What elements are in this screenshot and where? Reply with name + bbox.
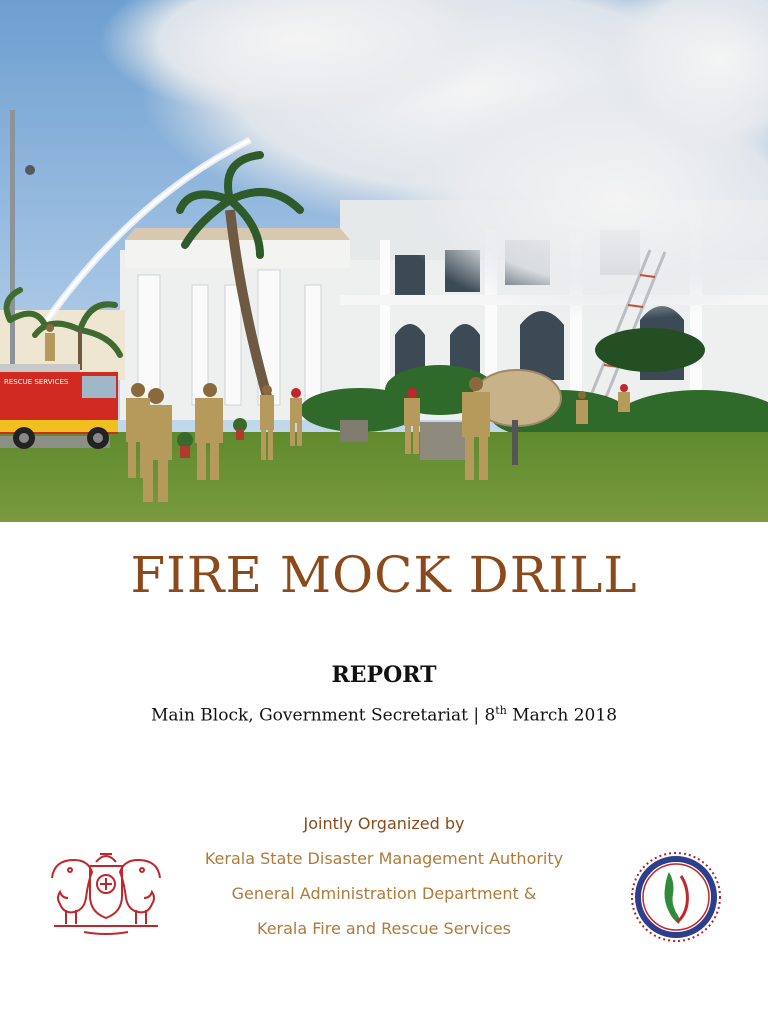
emblem-icon [44,848,168,936]
location-text: Main Block, Government Secretariat | 8 [150,705,496,726]
organizers-heading: Jointly Organized by [303,814,465,833]
svg-text:RESCUE SERVICES: RESCUE SERVICES [4,378,69,386]
location-date-line [0,704,768,726]
ksdma-logo-icon [629,850,723,944]
kerala-emblem-logo [44,848,168,936]
organizer-item-ksdma: Kerala State Disaster Management Authority [204,849,564,868]
report-title: FIRE MOCK DRILL [130,546,638,604]
organizers-list [170,846,598,951]
organizer-item-fire-rescue: Kerala Fire and Rescue Services [257,919,511,938]
ksdma-logo [629,850,723,944]
organizer-item-gad: General Administration Department & [231,884,537,903]
report-subtitle: REPORT [331,662,437,688]
date-ordinal: th [495,704,507,717]
date-text: March 2018 [506,705,618,726]
